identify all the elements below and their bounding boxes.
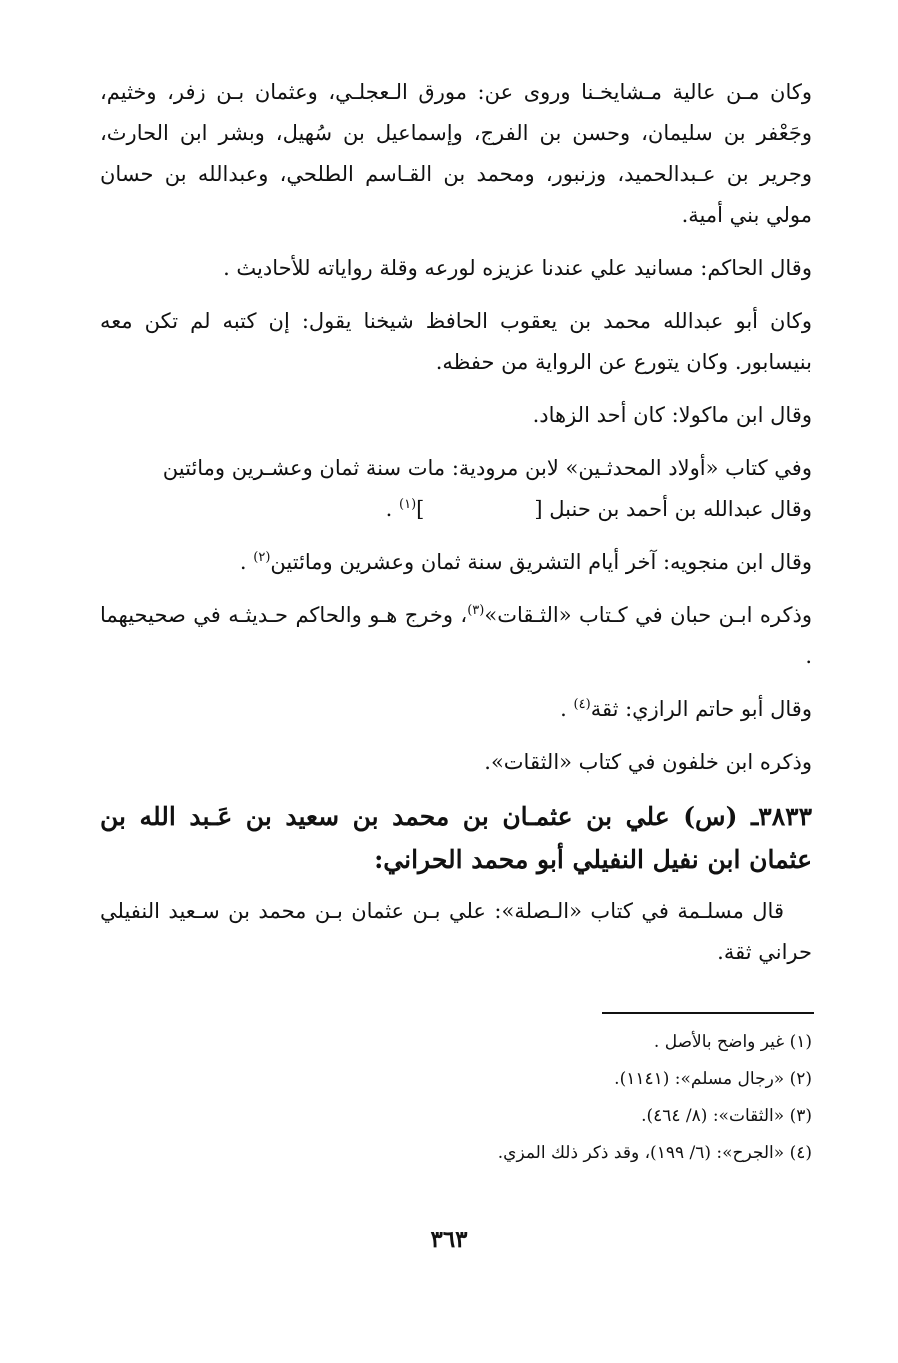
footnote-3: (٣) «الثقات»: (٨/ ٤٦٤). [641,1106,812,1126]
footnote-1: (١) غير واضح بالأصل . [653,1032,812,1052]
paragraph-hakim: وقال الحاكم: مسانيد علي عندنا عزيزه لورعه وقلة رواياته للأحاديث . [223,256,812,280]
paragraph-text: وقال ابن منجويه: آخر أيام التشريق سنة ثمان وعشرين ومائتين [270,550,812,574]
paragraph-ibn-hibban [100,595,812,677]
paragraph-end: . [385,497,393,521]
footnotes [100,1024,812,1172]
footnote-ref-3: (٣) [467,603,485,618]
paragraph-text: وقال أبو حاتم الرازي: ثقة [590,697,812,721]
paragraph-maslama: قال مسلـمة في كتاب «الـصلة»: علي بـن عثمان بـن محمد بن سـعيد النفيلي حراني ثقة. [100,899,812,964]
paragraph-text: وفي كتاب «أولاد المحدثـين» لابن مرودية: مات سنة ثمان وعشـرين ومائتين [162,456,812,480]
footnote-ref-1: (١) [399,497,417,512]
bracket-close: ] [416,497,425,521]
page-number: ٣٦٣ [430,1226,468,1253]
paragraph-rest: ، وخرج هـو والحاكم حـديثـه في صحيحيهما . [100,603,812,668]
paragraph-end: . [239,550,247,574]
paragraph-ibn-khalfun: وذكره ابن خلفون في كتاب «الثقات». [484,750,812,774]
footnote-4: (٤) «الجرح»: (٦/ ١٩٩)، وقد ذكر ذلك المزي. [497,1143,812,1163]
entry-heading: ٣٨٣٣ـ (س) علي بن عثمـان بن محمد بن سعيد بن عَـبد الله بن عثمان ابن نفيل النفيلي أبو محمد الحراني: [100,802,812,874]
paragraph-end: . [560,697,567,721]
paragraph-abu-abdullah: وكان أبو عبدالله محمد بن يعقوب الحافظ شيخنا يقول: إن كتبه لم تكن معه بنيسابور. وكان يتورع عن الرواية من حفظه. [100,309,812,374]
main-text [100,72,812,985]
paragraph-ibn-manjuwayh [100,542,812,583]
footnote-ref-4: (٤) [573,697,591,712]
footnote-divider [602,1012,814,1014]
paragraph-text: وقال عبدالله بن أحمد بن حنبل [ [534,497,812,521]
paragraph-ibn-makula: وقال ابن ماكولا: كان أحد الزهاد. [532,403,812,427]
paragraph-text: وذكره ابـن حبان في كـتاب «الثـقات» [484,603,812,627]
paragraph-narrators: وكان مـن عالية مـشايخـنا وروى عن: مورق الـعجلـي، وعثمان بـن زفر، وخثيم، وجَعْفر بن سليمان، وحسن بن الفرج، وإسماعيل بن سُهيل، وبشر ابن الحارث، وجرير بن عـبدالحميد، وزنبور، ومحمد بن القـاسم الطلحي، وعبدالله بن حسان مولي بني أمية. [100,80,812,227]
paragraph-abdullah-ibn-ahmad [100,489,812,530]
footnote-ref-2: (٢) [253,550,271,565]
footnote-2: (٢) «رجال مسلم»: (١١٤١). [614,1069,812,1089]
paragraph-awlad-muhaddithin [100,448,812,489]
paragraph-abu-hatim [100,689,812,730]
